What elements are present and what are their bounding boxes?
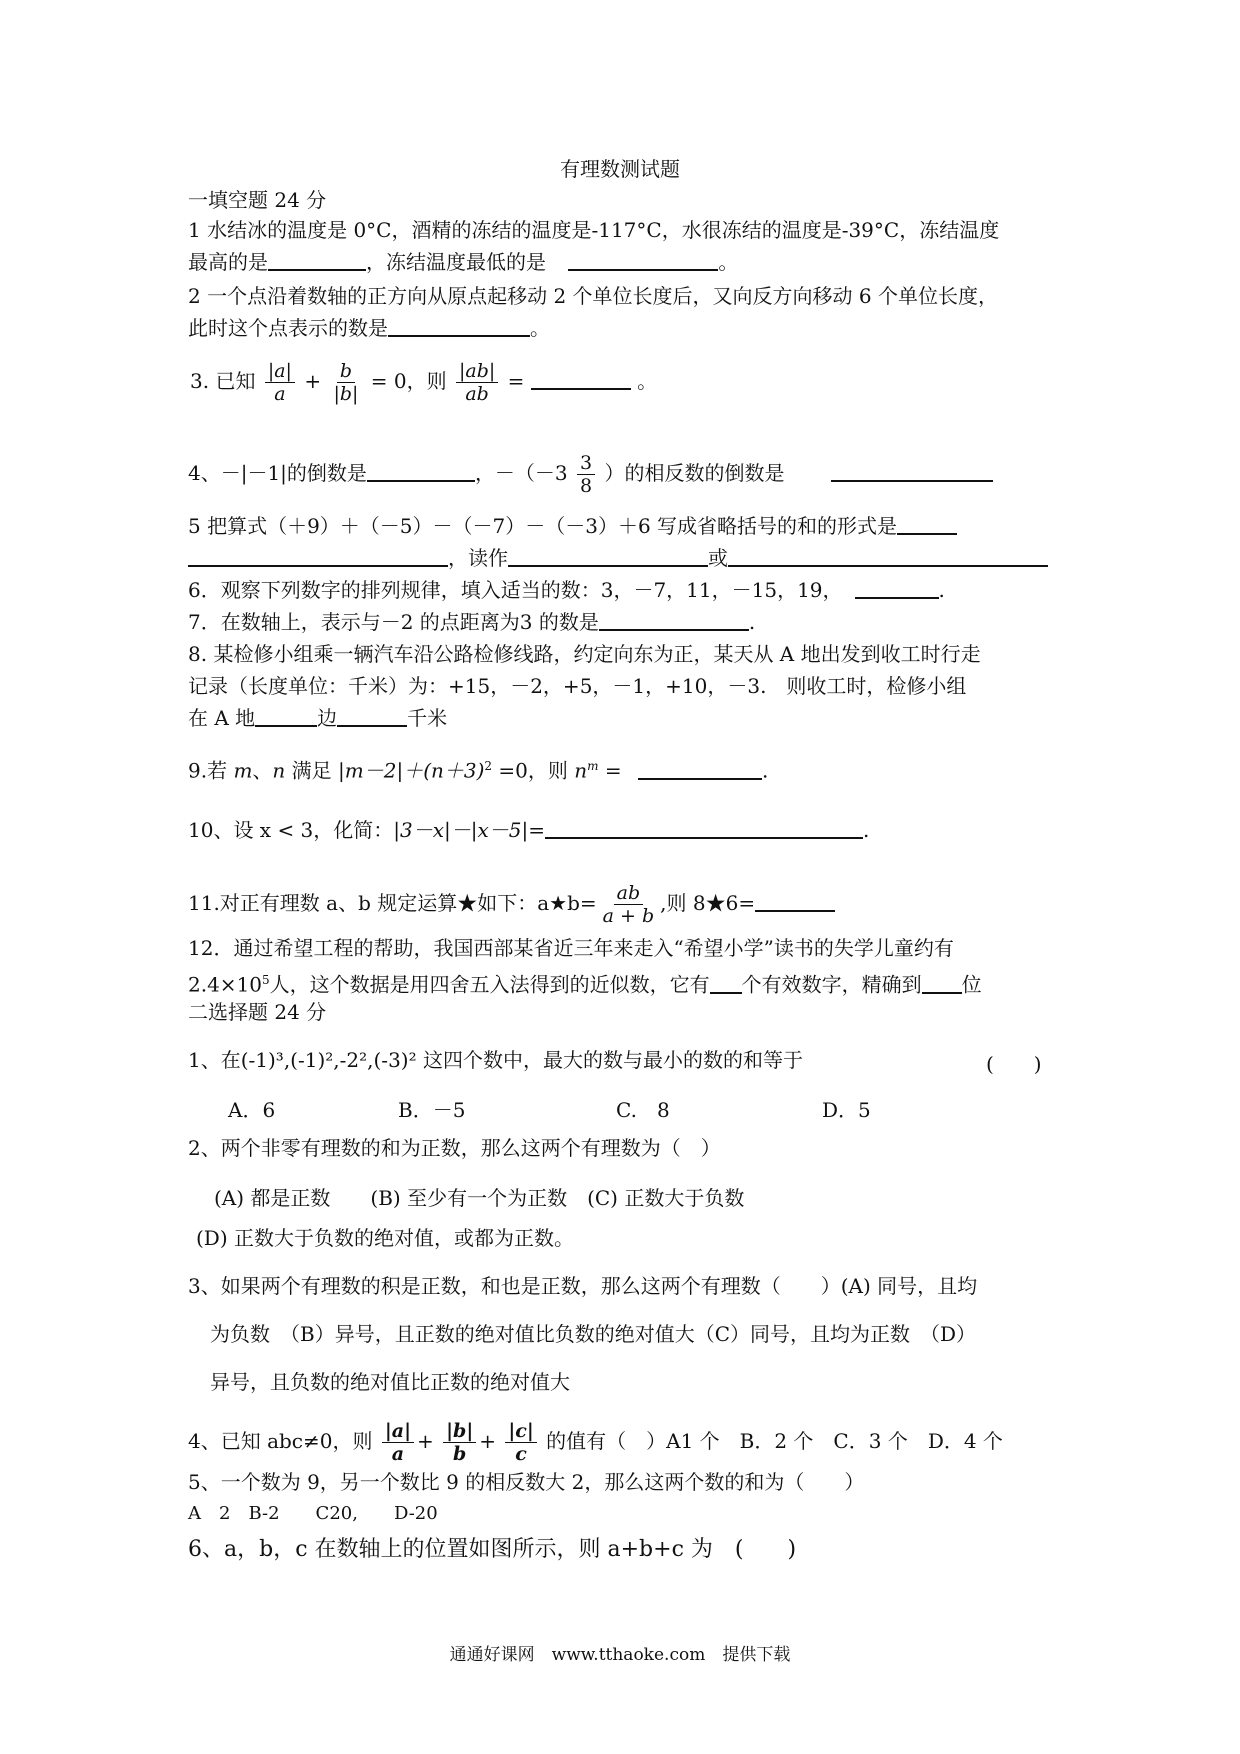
answer-blank[interactable] — [337, 707, 407, 727]
section-choice-heading: 二选择题 24 分 — [188, 1000, 327, 1024]
question-7: 7．在数轴上，表示与－2 的点距离为3 的数是 . — [188, 610, 756, 634]
question-6: 6．观察下列数字的排列规律，填入适当的数：3，－7，11，－15，19， . — [188, 578, 945, 602]
choice-5: 5、一个数为 9，另一个数比 9 的相反数大 2，那么这两个数的和为（ ） — [188, 1470, 865, 1494]
page-title: 有理数测试题 — [560, 157, 680, 181]
answer-blank[interactable] — [388, 317, 530, 337]
choice-6: 6、a，b，c 在数轴上的位置如图所示，则 a+b+c 为 ( ) — [188, 1537, 797, 1562]
answer-blank[interactable] — [508, 547, 708, 567]
question-2-line-1: 2 一个点沿着数轴的正方向从原点起移动 2 个单位长度后，又向反方向移动 6 个单位长度， — [188, 284, 998, 308]
answer-blank[interactable] — [367, 462, 475, 482]
choice-5-options[interactable]: A 2 B-2 C20, D-20 — [188, 1503, 438, 1524]
question-2-line-2: 此时这个点表示的数是 。 — [188, 316, 550, 340]
choice-1-option-b[interactable]: B．－5 — [398, 1098, 466, 1122]
choice-3-line-1: 3、如果两个有理数的积是正数，和也是正数，那么这两个有理数（ ）(A) 同号，且均 — [188, 1274, 978, 1298]
answer-blank[interactable] — [255, 707, 317, 727]
answer-blank[interactable] — [855, 579, 939, 599]
answer-blank[interactable] — [638, 760, 762, 780]
choice-2: 2、两个非零有理数的和为正数，那么这两个有理数为（ ） — [188, 1136, 721, 1160]
question-1-line-2: 最高的是 ，冻结温度最低的是 。 — [188, 250, 739, 274]
answer-blank[interactable] — [188, 547, 448, 567]
choice-1-option-d[interactable]: D．5 — [822, 1098, 871, 1122]
question-12-line-2: $2.4\times 10^5$人，这个数据是用四舍五入法得到的近似数，它有 个有效数字，精确到 位 — [188, 972, 982, 997]
answer-blank[interactable] — [755, 892, 835, 912]
choice-4: 4、已知 abc≠0，则 $\frac{|a|}{a}$ + $\frac{|b|}{b}$ + $\frac{|c|}{c}$ 的值有（ ）A1 个 B．2 个 C．3 个 D．4 个 — [188, 1420, 1003, 1465]
answer-blank[interactable] — [728, 547, 1048, 567]
question-9: 9.若 m、n 满足 $|m-2|+(n+3)^2 =0$，则 $n^m$ = . — [188, 758, 769, 783]
answer-blank[interactable] — [922, 974, 962, 994]
question-11: 11.对正有理数 a、b 规定运算★如下：a★b= $\frac{ab}{a + b}$ ,则 8★6= — [188, 882, 835, 927]
question-8-line-3: 在 A 地 边 千米 — [188, 706, 448, 730]
question-5-line-2: ，读作 或 — [188, 546, 1048, 570]
question-3: 3. 已知 $\frac{|a|}{a}$ + $\frac{b}{|b|}$ = 0，则 $\frac{|ab|}{ab}$ = 。 — [190, 360, 658, 405]
answer-blank[interactable] — [531, 370, 631, 390]
answer-blank[interactable] — [831, 462, 993, 482]
choice-3-line-3: 异号，且负数的绝对值比正数的绝对值大 — [210, 1370, 570, 1394]
answer-blank[interactable] — [897, 515, 957, 535]
question-4: 4、－|－1|的倒数是 ，－（－3 $\frac{3}{8}$ ）的相反数的倒数是 — [188, 452, 993, 497]
question-8-line-1: 8. 某检修小组乘一辆汽车沿公路检修线路，约定向东为正，某天从 A 地出发到收工时行走 — [188, 642, 981, 666]
answer-blank[interactable] — [268, 251, 366, 271]
choice-2-options-abc[interactable]: (A) 都是正数 (B) 至少有一个为正数 (C) 正数大于负数 — [214, 1186, 745, 1210]
choice-1: 1、在(-1)³,(-1)²,-2²,(-3)² 这四个数中，最大的数与最小的数的和等于 — [188, 1048, 803, 1072]
answer-blank[interactable] — [599, 611, 749, 631]
question-1-line-1: 1 水结冰的温度是 0°C，酒精的冻结的温度是-117°C，水很冻结的温度是-39°C，冻结温度 — [188, 218, 1000, 242]
answer-blank[interactable] — [710, 974, 742, 994]
choice-2-option-d[interactable]: (D) 正数大于负数的绝对值，或都为正数。 — [196, 1226, 574, 1250]
choice-1-option-a[interactable]: A．6 — [228, 1098, 276, 1122]
answer-blank[interactable] — [545, 819, 863, 839]
page-footer: 通通好课网 www.tthaoke.com 提供下载 — [449, 1645, 791, 1665]
choice-3-line-2: 为负数 （B）异号，且正数的绝对值比负数的绝对值大（C）同号，且均为正数 （D） — [210, 1322, 977, 1346]
question-10: 10、设 x < 3，化简：|3－x|－|x－5|= . — [188, 818, 870, 842]
question-12-line-1: 12．通过希望工程的帮助，我国西部某省近三年来走入“希望小学”读书的失学儿童约有 — [188, 936, 954, 960]
answer-blank[interactable] — [568, 251, 718, 271]
choice-1-option-c[interactable]: C. 8 — [616, 1098, 670, 1122]
question-8-line-2: 记录（长度单位：千米）为：+15，－2，+5，－1，+10，－3. 则收工时，检修小组 — [188, 674, 967, 698]
answer-paren[interactable]: ( ) — [986, 1052, 1042, 1076]
section-fill-in-heading: 一填空题 24 分 — [188, 188, 327, 212]
question-5-line-1: 5 把算式（＋9）＋（－5）－（－7）－（－3）＋6 写成省略括号的和的形式是 — [188, 514, 957, 538]
